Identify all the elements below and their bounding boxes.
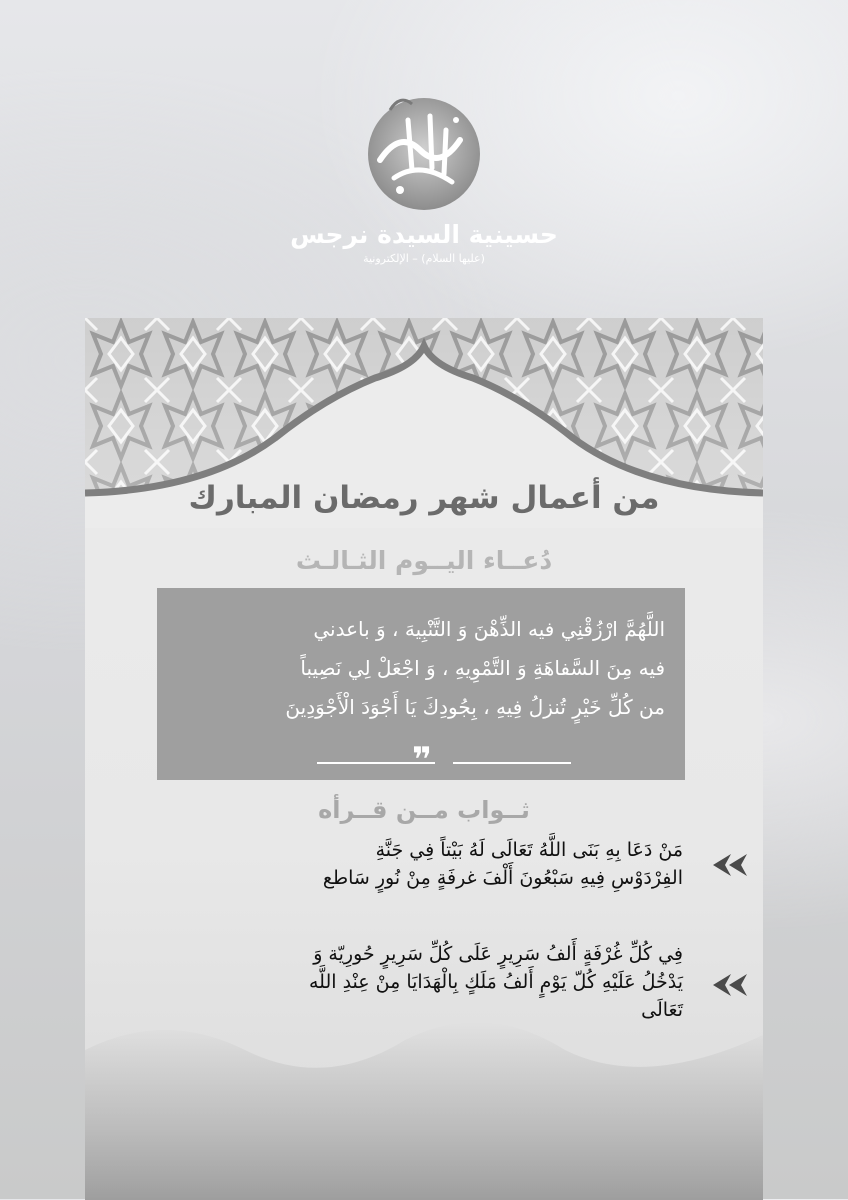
reward-line: الفِرْدَوْسِ فِيهِ سَبْعُونَ أَلْفَ غرفَةٍ مِنْ نُورٍ سَاطع [322,867,683,889]
reward-text [115,940,683,1024]
divider-line [453,762,571,764]
reward-line: مَنْ دَعَا بِهِ بَنَى اللَّهُ تَعَالَى لَهُ بَيْتاً فِي جَنَّةِ [375,839,683,861]
prayer-line: من كُلِّ خَيْرٍ تُنزلُ فِيهِ ، بِجُودِكَ يَا أَجْوَدَ الْأَجْوَدِينَ [285,695,665,719]
reward-title: ثــواب مــن قــرأه [318,796,530,824]
reward-text [115,836,683,892]
prayer-box [157,588,685,780]
calligraphy-logo [360,90,488,218]
content-card [85,318,763,1200]
prayer-line: اللَّهُمَّ ارْزُقْنِي فيه الذِّهْنَ وَ التَّنْبِيهَ ، وَ باعدني [313,617,665,641]
prayer-line: فيه مِنَ السَّفاهَةِ وَ التَّمْوِيهِ ، وَ اجْعَلْ لِي نَصِيباً [300,656,665,680]
page-title: من أعمال شهر رمضان المبارك [188,480,660,516]
double-chevron-icon [713,854,747,876]
prayer-text [167,610,665,727]
reward-line: فِي كُلِّ غُرْفَةٍ أَلفُ سَرِيرٍ عَلَى كُلِّ سَرِيرٍ حُورِيّة وَ [313,943,683,965]
brand-title: حسينية السيدة نرجس [290,220,558,249]
reward-line: تَعَالَى [641,999,683,1021]
quote-mark: ❞ [412,740,432,780]
day-subtitle: دُعــاء اليــوم الثـالـث [295,546,553,575]
reward-line: يَدْخُلُ عَلَيْهِ كُلّ يَوْمٍ أَلفُ مَلَكٍ بِالْهَدَايَا مِنْ عِنْدِ اللَّه [309,971,683,993]
brand-subtitle: (عليها السلام) – الإلكترونية [363,252,485,265]
double-chevron-icon [713,974,747,996]
